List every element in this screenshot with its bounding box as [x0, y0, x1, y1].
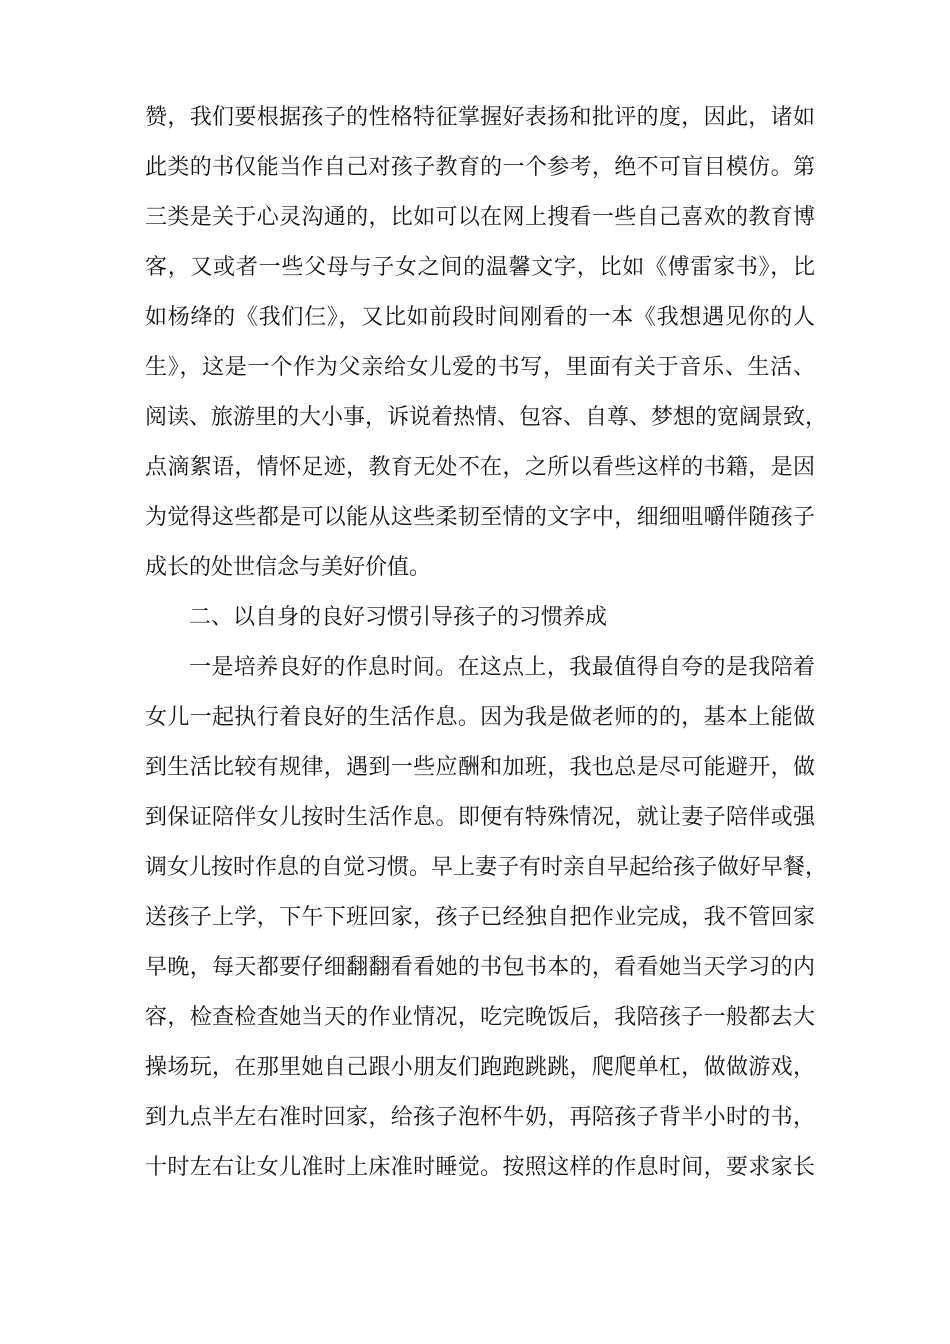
- text-line: 三类是关于心灵沟通的，比如可以在网上搜看一些自己喜欢的教育博: [145, 205, 815, 230]
- text-line: 女儿一起执行着良好的生活作息。因为我是做老师的的，基本上能做: [145, 705, 815, 730]
- text-line: 阅读、旅游里的大小事，诉说着热情、包容、自尊、梦想的宽阔景致，: [145, 405, 828, 430]
- text-line: 成长的处世信念与美好价值。: [145, 555, 432, 580]
- text-line: 一是培养良好的作息时间。在这点上，我最值得自夸的是我陪着: [189, 655, 815, 680]
- text-line: 十时左右让女儿准时上床准时睡觉。按照这样的作息时间，要求家长: [145, 1155, 815, 1180]
- text-line: 到九点半左右准时回家，给孩子泡杯牛奶，再陪孩子背半小时的书，: [145, 1105, 815, 1130]
- text-line: 操场玩，在那里她自己跟小朋友们跑跑跳跳，爬爬单杠，做做游戏，: [145, 1055, 815, 1080]
- text-line: 如杨绛的《我们仨》，又比如前段时间刚看的一本《我想遇见你的人: [145, 305, 815, 330]
- text-line: 客，又或者一些父母与子女之间的温馨文字，比如《傅雷家书》，比: [145, 255, 815, 280]
- section-heading: 二、以自身的良好习惯引导孩子的习惯养成: [189, 605, 608, 630]
- text-line: 赞，我们要根据孩子的性格特征掌握好表扬和批评的度，因此，诸如: [145, 105, 815, 130]
- text-line: 点滴絮语，情怀足迹，教育无处不在，之所以看些这样的书籍，是因: [145, 455, 815, 480]
- text-line: 到保证陪伴女儿按时生活作息。即便有特殊情况，就让妻子陪伴或强: [145, 805, 815, 830]
- text-line: 调女儿按时作息的自觉习惯。早上妻子有时亲自早起给孩子做好早餐，: [145, 855, 828, 880]
- text-line: 此类的书仅能当作自己对孩子教育的一个参考，绝不可盲目模仿。第: [145, 155, 815, 180]
- text-line: 早晚，每天都要仔细翻翻看看她的书包书本的，看看她当天学习的内: [145, 955, 815, 980]
- text-line: 送孩子上学，下午下班回家，孩子已经独自把作业完成，我不管回家: [145, 905, 815, 930]
- text-line: 为觉得这些都是可以能从这些柔韧至情的文字中，细细咀嚼伴随孩子: [145, 505, 815, 530]
- text-line: 容，检查检查她当天的作业情况，吃完晚饭后，我陪孩子一般都去大: [145, 1005, 815, 1030]
- text-line: 到生活比较有规律，遇到一些应酬和加班，我也总是尽可能避开，做: [145, 755, 815, 780]
- text-line: 生》，这是一个作为父亲给女儿爱的书写，里面有关于音乐、生活、: [145, 355, 815, 380]
